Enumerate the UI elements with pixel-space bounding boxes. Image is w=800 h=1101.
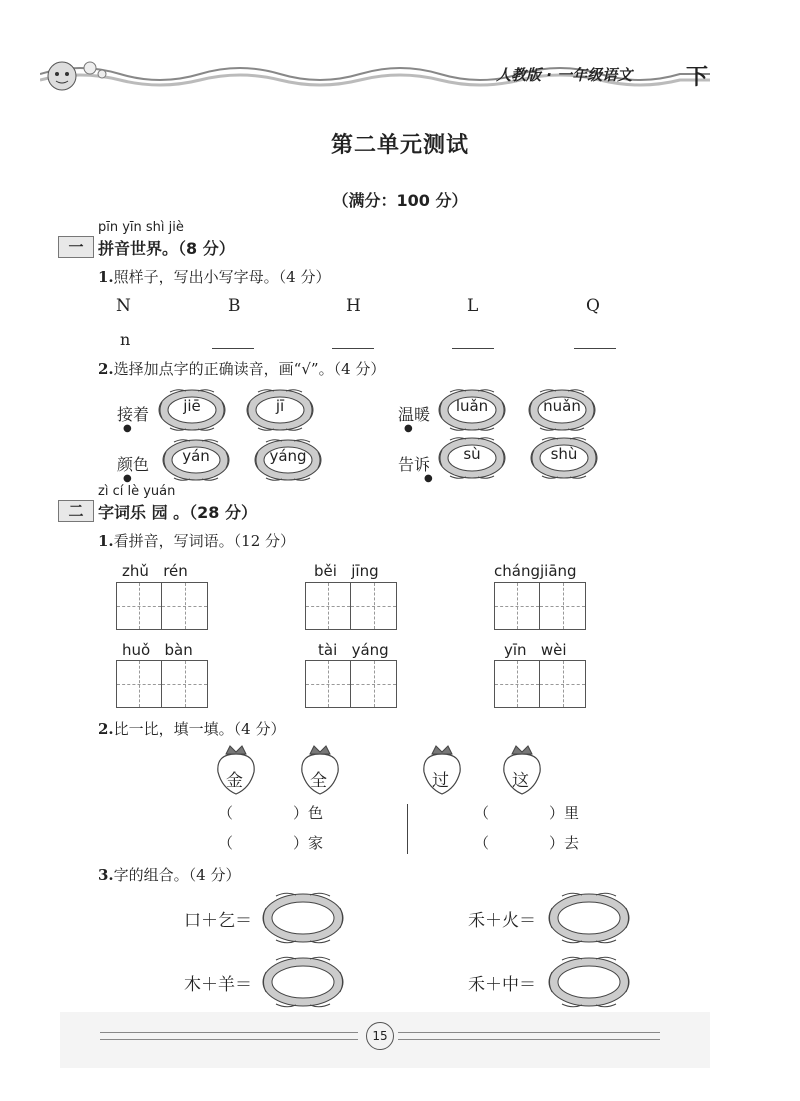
word-yanse: 颜色 [117, 455, 150, 474]
writing-grid[interactable] [116, 660, 208, 708]
header-series: 人教版 · 一年级语文 [496, 66, 633, 84]
answer-blank[interactable] [332, 348, 374, 349]
s2-q1-heading [98, 530, 295, 551]
header-volume: 下 [686, 65, 709, 90]
pinyin-option[interactable]: jī [275, 397, 285, 415]
pinyin-option[interactable]: luǎn [455, 397, 489, 415]
combine-formula: 禾＋火＝ [468, 911, 536, 931]
emphasis-dot: ● [404, 423, 413, 434]
footer-rule-left [100, 1032, 358, 1040]
fill-blank[interactable]: （ ）色 [218, 804, 324, 822]
writing-grid[interactable] [494, 582, 586, 630]
divider [407, 804, 408, 854]
fill-blank[interactable]: （ ）里 [474, 804, 580, 822]
section1-title: 拼音世界。（8 分） [98, 239, 235, 258]
s2-q2-num: 2. [98, 720, 114, 738]
grid-pinyin: tài yáng [318, 641, 389, 659]
pinyin-option[interactable]: sù [463, 445, 481, 463]
section2-pinyin: zì cí lè yuán [98, 484, 176, 499]
emphasis-dot: ● [424, 473, 433, 484]
grid-pinyin: huǒ bàn [122, 641, 193, 659]
example-lowercase: n [120, 330, 131, 349]
emphasis-dot: ● [123, 473, 132, 484]
uppercase-letter: B [228, 296, 241, 316]
footer-rule-right [398, 1032, 660, 1040]
answer-flower[interactable] [548, 956, 632, 1010]
answer-blank[interactable] [212, 348, 254, 349]
answer-flower[interactable] [548, 892, 632, 946]
uppercase-letter: Q [586, 296, 600, 316]
pinyin-option[interactable]: yán [182, 447, 210, 465]
pinyin-option[interactable]: shù [550, 445, 578, 463]
s2-q3-heading [98, 864, 240, 885]
page-title: 第二单元测试 [330, 132, 469, 158]
combine-formula: 口＋乞＝ [184, 911, 252, 931]
s2-q2-heading [98, 718, 286, 739]
s1-q2-heading [98, 358, 385, 379]
grid-pinyin: yīn wèi [504, 641, 567, 659]
grid-pinyin: chángjiāng [494, 562, 577, 580]
word-jiezhe: 接着 [117, 405, 150, 424]
pinyin-option[interactable]: jiē [183, 397, 201, 415]
compare-char: 这 [512, 771, 529, 791]
pinyin-option[interactable]: yáng [269, 447, 307, 465]
pinyin-option[interactable]: nuǎn [543, 397, 581, 415]
combine-formula: 木＋羊＝ [184, 975, 252, 995]
emphasis-dot: ● [123, 423, 132, 434]
answer-flower[interactable] [262, 892, 346, 946]
uppercase-letter: N [116, 296, 131, 316]
word-wennuan: 温暖 [398, 405, 431, 424]
s1-q1-text: 照样子，写出小写字母。（4 分） [113, 268, 331, 286]
section1-badge: 一 [58, 236, 94, 258]
cartoon-logo-icon [42, 54, 112, 94]
grid-pinyin: zhǔ rén [122, 562, 188, 580]
s1-q2-text: 选择加点字的正确读音，画“√”。（4 分） [113, 360, 386, 378]
s2-q1-num: 1. [98, 532, 114, 550]
writing-grid[interactable] [116, 582, 208, 630]
answer-blank[interactable] [574, 348, 616, 349]
answer-blank[interactable] [452, 348, 494, 349]
uppercase-letter: L [467, 296, 479, 316]
s1-q1-heading [98, 266, 331, 287]
grid-pinyin: běi jīng [314, 562, 379, 580]
fill-blank[interactable]: （ ）家 [218, 834, 324, 852]
s1-q1-num: 1. [98, 268, 114, 286]
section2-title: 字词乐 园 。（28 分） [98, 503, 257, 522]
uppercase-letter: H [346, 296, 361, 316]
fill-blank[interactable]: （ ）去 [474, 834, 580, 852]
s2-q3-text: 字的组合。（4 分） [113, 866, 241, 884]
answer-flower[interactable] [262, 956, 346, 1010]
compare-char: 金 [226, 771, 243, 791]
writing-grid[interactable] [305, 582, 397, 630]
s2-q1-text: 看拼音，写词语。（12 分） [113, 532, 296, 550]
page-number: 15 [366, 1022, 394, 1050]
s2-q3-num: 3. [98, 866, 114, 884]
writing-grid[interactable] [305, 660, 397, 708]
section1-pinyin: pīn yīn shì jiè [98, 220, 184, 235]
writing-grid[interactable] [494, 660, 586, 708]
section2-badge: 二 [58, 500, 94, 522]
s2-q2-text: 比一比，填一填。（4 分） [113, 720, 286, 738]
compare-char: 过 [432, 771, 449, 791]
full-score: （满分：100 分） [332, 191, 468, 210]
combine-formula: 禾＋中＝ [468, 975, 536, 995]
word-gaosu: 告诉 [398, 455, 431, 474]
s1-q2-num: 2. [98, 360, 114, 378]
compare-char: 全 [310, 771, 327, 791]
